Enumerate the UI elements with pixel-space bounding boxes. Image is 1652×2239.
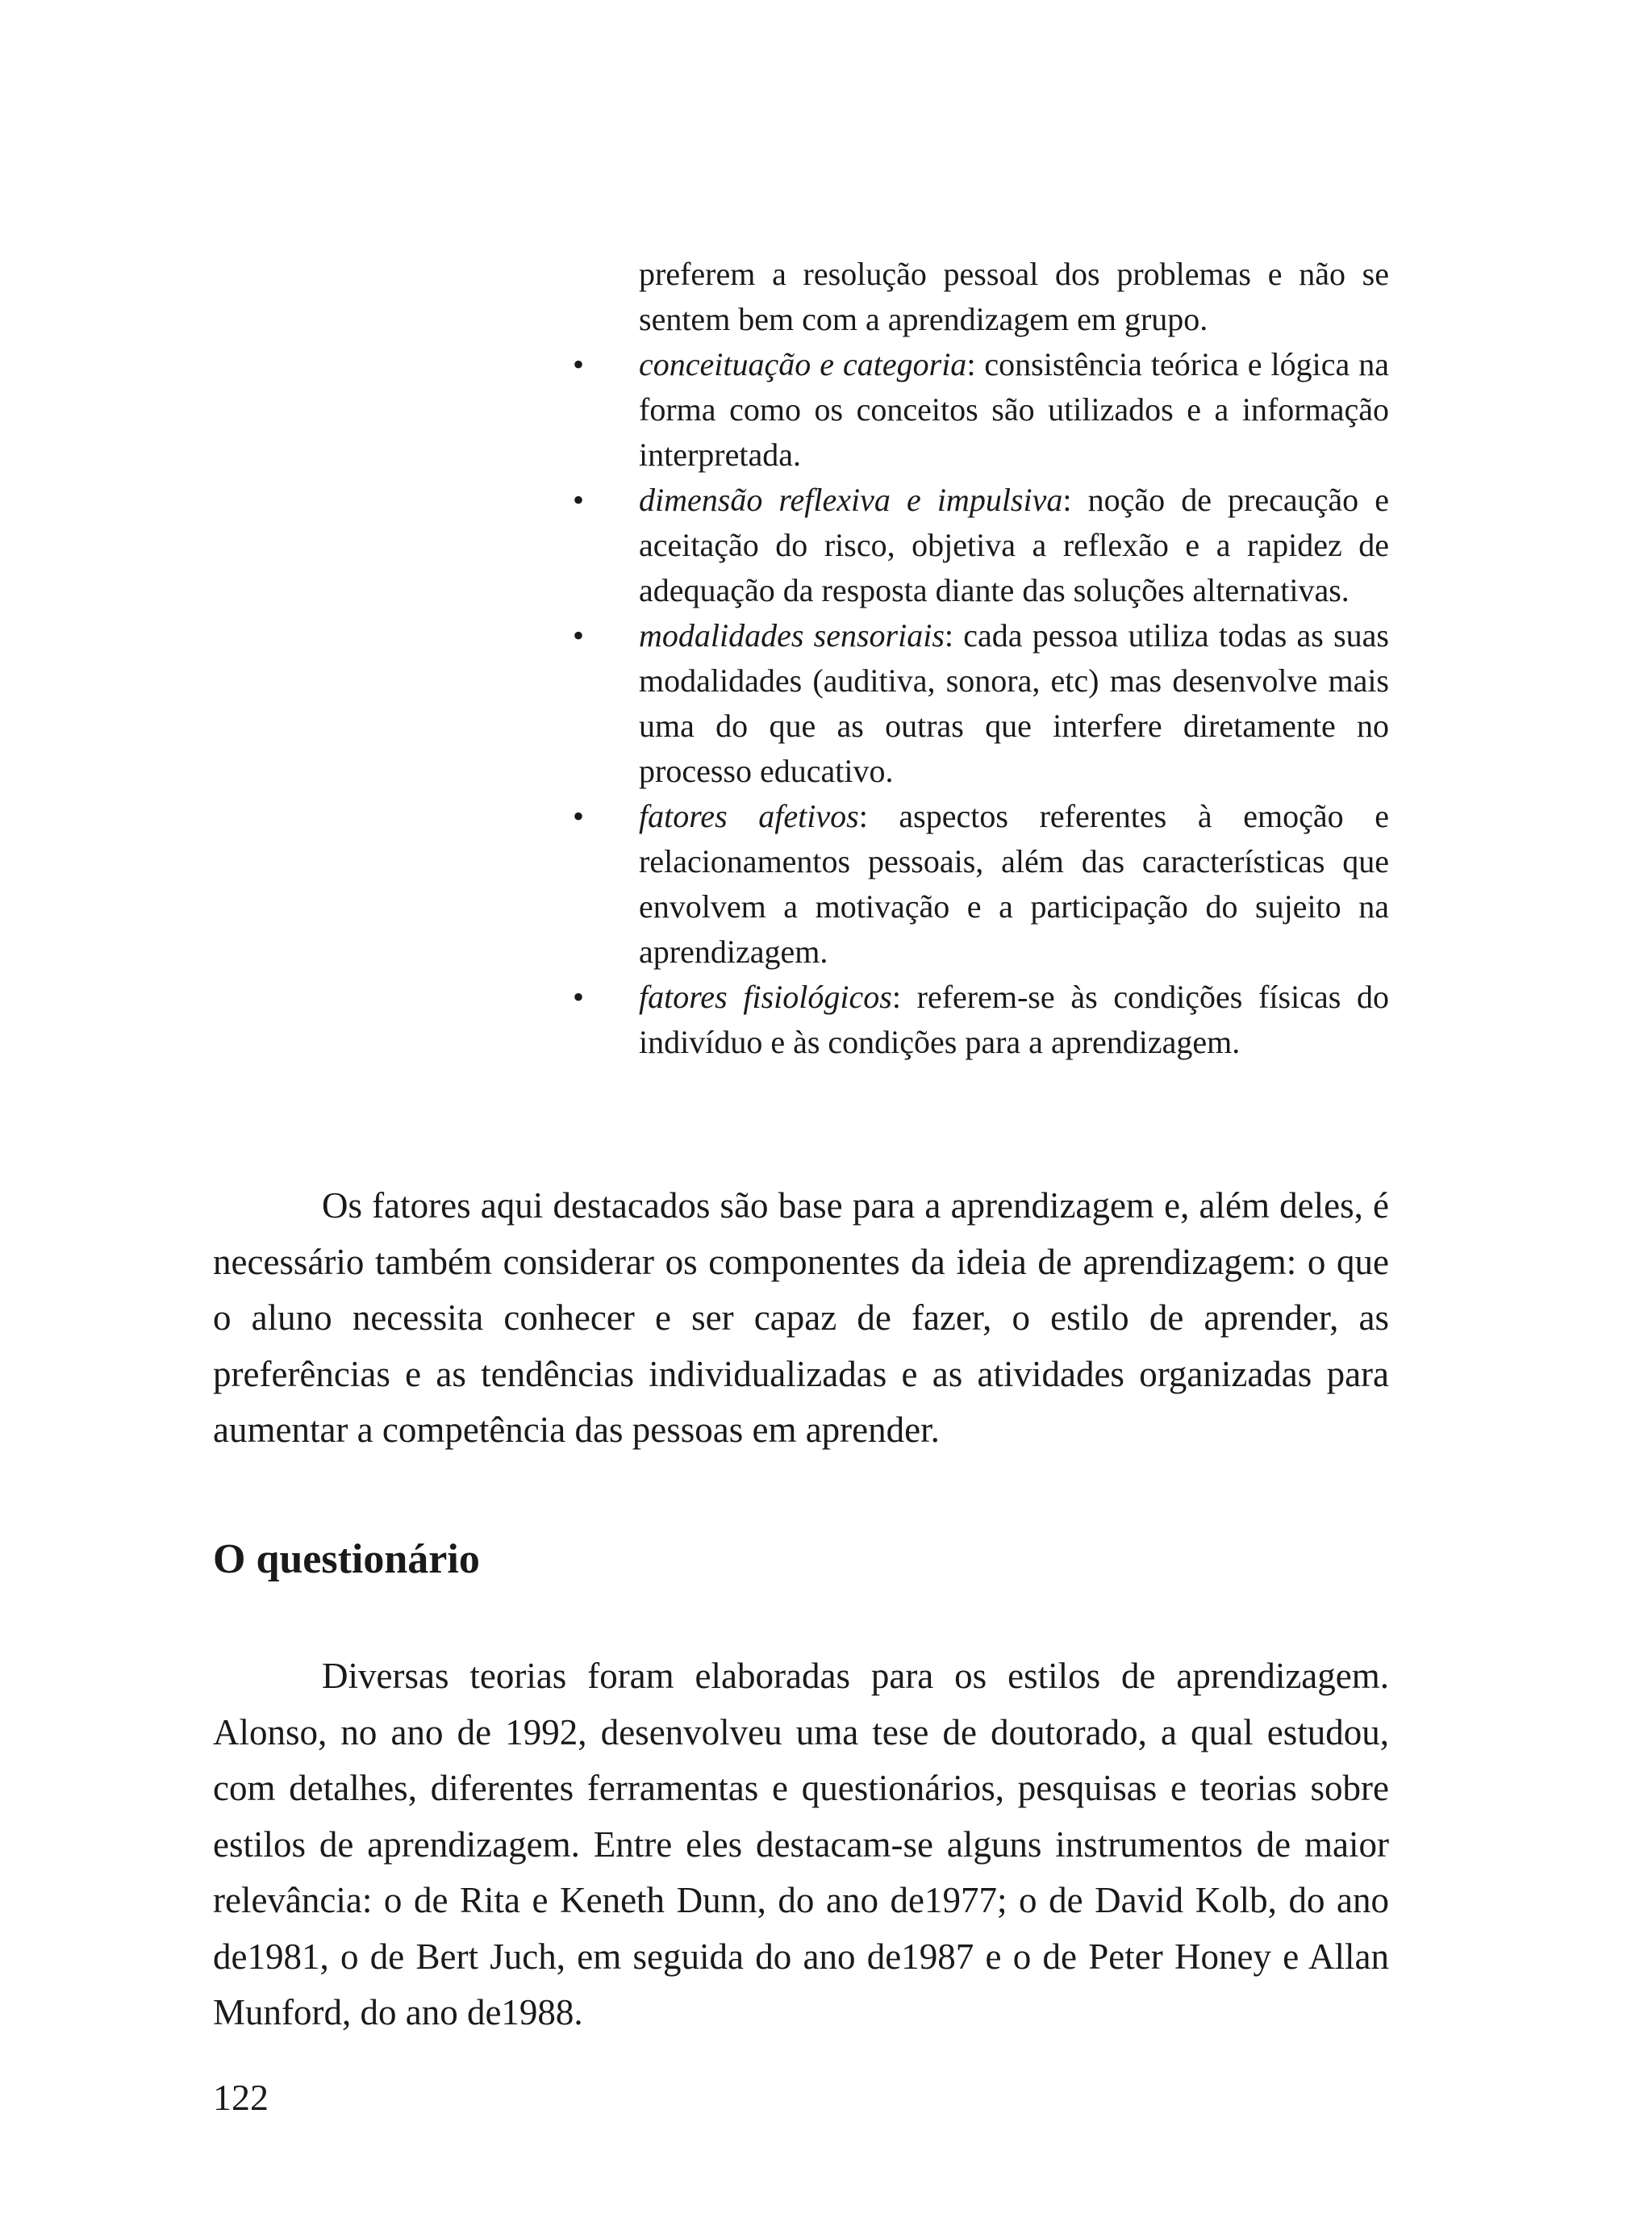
list-item bbox=[573, 342, 1389, 478]
list-item-text: : cada pessoa utiliza todas as suas modalidades (auditiva, sonora, etc) mas desenvolve mais uma do que as outras que interfere diretamente no processo educativo. bbox=[639, 617, 1389, 789]
body-paragraph-theories: Diversas teorias foram elaboradas para os estilos de aprendizagem. Alonso, no ano de 1992, desenvolveu uma tese de doutorado, a qual estudou, com detalhes, diferentes ferramentas e questionários, pesquisas e teorias sobre estilos de aprendizagem. Entre eles destacam-se alguns instrumentos de maior relevância: o de Rita e Keneth Dunn, do ano de1977; o de David Kolb, do ano de1981, o de Bert Juch, em seguida do ano de1987 e o de Peter Honey e Allan Munford, do ano de1988. bbox=[213, 1656, 1389, 2032]
bullet-icon: • bbox=[573, 979, 585, 1015]
list-continuation-text: preferem a resolução pessoal dos problemas e não se sentem bem com a aprendizagem em grupo. bbox=[639, 256, 1389, 337]
bullet-icon: • bbox=[573, 346, 585, 382]
list-item bbox=[573, 794, 1389, 975]
list-item bbox=[573, 478, 1390, 613]
list-item-term: modalidades sensoriais bbox=[639, 617, 945, 654]
list-item-text: : aspectos referentes à emoção e relacionamentos pessoais, além das características que envolvem a motivação e a participação do sujeito na aprendizagem. bbox=[639, 798, 1389, 970]
list-item-text: : consistência teórica e lógica na forma como os conceitos são utilizados e a informação interpretada. bbox=[639, 346, 1389, 473]
bullet-icon: • bbox=[573, 482, 585, 518]
bullet-list bbox=[573, 252, 1390, 1065]
section-heading: O questionário bbox=[213, 1536, 480, 1582]
list-item-term: fatores fisiológicos bbox=[639, 979, 892, 1015]
page-number: 122 bbox=[213, 2077, 269, 2118]
bullet-icon: • bbox=[573, 617, 585, 654]
list-item bbox=[573, 975, 1389, 1065]
list-item-text: : referem-se às condições físicas do indivíduo e às condições para a aprendizagem. bbox=[639, 979, 1389, 1060]
body-paragraph-factors: Os fatores aqui destacados são base para a aprendizagem e, além deles, é necessário também considerar os componentes da ideia de aprendizagem: o que o aluno necessita conhecer e ser capaz de fazer, o estilo de aprender, as preferências e as tendências individualizadas e as atividades organizadas para aumentar a competência das pessoas em aprender. bbox=[213, 1185, 1389, 1450]
bullet-icon: • bbox=[573, 798, 585, 834]
list-item-term: conceituação e categoria bbox=[639, 346, 967, 382]
list-item-text: : noção de precaução e aceitação do risco, objetiva a reflexão e a rapidez de adequação da resposta diante das soluções alternativas. bbox=[639, 482, 1390, 608]
list-item bbox=[573, 613, 1389, 794]
list-item-term: fatores afetivos bbox=[639, 798, 859, 834]
list-item-term: dimensão reflexiva e impulsiva bbox=[639, 482, 1063, 518]
